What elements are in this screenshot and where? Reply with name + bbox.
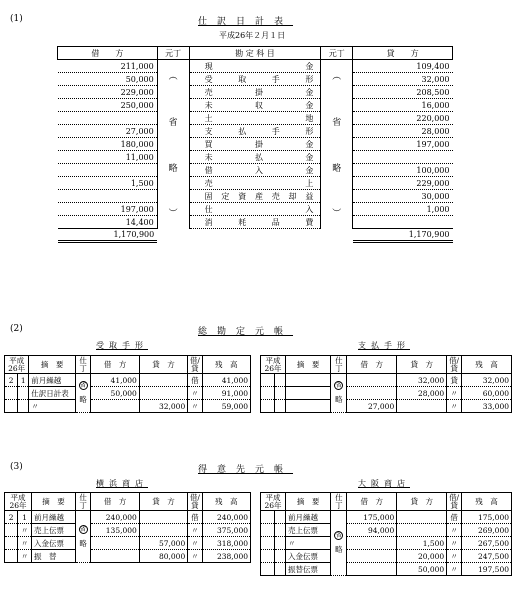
day bbox=[274, 550, 285, 563]
account-name: 支 払 手 形 bbox=[189, 125, 321, 138]
balance-header: 残 高 bbox=[202, 493, 250, 511]
dc-mark: 〃 bbox=[447, 387, 462, 400]
credit-amount: 32,000 bbox=[139, 400, 187, 413]
part2-left-title: 受取手形 bbox=[96, 341, 148, 350]
credit-amount: 197,000 bbox=[353, 138, 453, 151]
balance-amount: 197,500 bbox=[461, 563, 511, 576]
debit-header: 借 方 bbox=[347, 493, 397, 511]
balance-amount: 375,000 bbox=[202, 524, 250, 537]
journal-row bbox=[58, 125, 453, 138]
part3-right-title: 大阪商店 bbox=[358, 479, 410, 488]
date-header: 平成 26年 bbox=[5, 356, 29, 374]
account-name: 借 入 金 bbox=[189, 164, 321, 177]
ledger-row bbox=[261, 550, 512, 563]
credit-header: 貸 方 bbox=[139, 356, 187, 374]
account-name: 売 掛 金 bbox=[189, 86, 321, 99]
description: 前月繰越 bbox=[31, 511, 75, 524]
ref-header: 仕 丁 bbox=[75, 356, 90, 374]
dc-mark: 〃 bbox=[188, 387, 202, 400]
date-header: 平成 26年 bbox=[261, 356, 286, 374]
balance-amount: 60,000 bbox=[461, 387, 511, 400]
day: 1 bbox=[18, 374, 29, 387]
credit-amount: 80,000 bbox=[139, 550, 187, 563]
balance-amount: 240,000 bbox=[202, 511, 250, 524]
journal-row bbox=[58, 112, 453, 125]
debit-header: 借 方 bbox=[58, 47, 158, 60]
ledger-row bbox=[261, 374, 512, 387]
description: 前月繰越 bbox=[29, 374, 76, 387]
account-name: 受 取 手 形 bbox=[189, 73, 321, 86]
ledger-row bbox=[5, 374, 251, 387]
journal-row bbox=[58, 99, 453, 112]
day: 〃 bbox=[18, 537, 32, 550]
ref-header: 仕 丁 bbox=[75, 493, 90, 511]
description: 売上伝票 bbox=[285, 524, 330, 537]
month bbox=[5, 400, 18, 413]
day bbox=[274, 524, 285, 537]
dc-mark: 〃 bbox=[188, 537, 202, 550]
credit-amount: 229,000 bbox=[353, 177, 453, 190]
ledger-row bbox=[261, 400, 512, 413]
dc-mark: 〃 bbox=[447, 537, 462, 550]
dc-mark: 〃 bbox=[447, 563, 462, 576]
balance-amount: 32,000 bbox=[461, 374, 511, 387]
ledger-row bbox=[5, 511, 251, 524]
desc-header: 摘 要 bbox=[31, 493, 75, 511]
description: 入金伝票 bbox=[31, 537, 75, 550]
desc-header: 摘 要 bbox=[285, 356, 330, 374]
part2-right-title: 支払手形 bbox=[358, 341, 410, 350]
debit-amount: 27,000 bbox=[347, 400, 397, 413]
dc-mark: 借 bbox=[188, 374, 202, 387]
debit-amount: 135,000 bbox=[91, 524, 139, 537]
account-name: 買 掛 金 bbox=[189, 138, 321, 151]
month bbox=[261, 550, 275, 563]
day bbox=[274, 387, 285, 400]
day bbox=[274, 537, 285, 550]
month bbox=[5, 387, 18, 400]
ledger-yokohama bbox=[4, 492, 251, 563]
journal-row bbox=[58, 164, 453, 177]
journal-row bbox=[58, 60, 453, 73]
account-name: 固 定 資 産 売 却 益 bbox=[189, 190, 321, 203]
ref-omitted-mark: 省 略 bbox=[331, 511, 347, 576]
ledger-row bbox=[5, 524, 251, 537]
account-name: 未 収 金 bbox=[189, 99, 321, 112]
account-name: 消 耗 品 費 bbox=[189, 216, 321, 229]
part2-label: (2) bbox=[10, 324, 23, 334]
description bbox=[285, 374, 330, 387]
total-credit: 1,170,900 bbox=[353, 229, 453, 242]
debit-amount bbox=[58, 112, 158, 125]
debit-amount bbox=[91, 537, 139, 550]
debit-amount: 211,000 bbox=[58, 60, 158, 73]
ref-header: 仕 丁 bbox=[331, 356, 347, 374]
debit-amount bbox=[347, 387, 397, 400]
ledger-row bbox=[261, 537, 512, 550]
balance-header: 残 高 bbox=[202, 356, 250, 374]
month bbox=[261, 563, 275, 576]
dc-mark: 〃 bbox=[188, 400, 202, 413]
credit-amount: 50,000 bbox=[397, 563, 447, 576]
debit-header: 借 方 bbox=[91, 493, 139, 511]
balance-amount: 269,000 bbox=[461, 524, 511, 537]
description: 振替伝票 bbox=[285, 563, 330, 576]
credit-amount: 28,000 bbox=[397, 387, 447, 400]
day: 〃 bbox=[18, 550, 32, 563]
ref-header: 元丁 bbox=[157, 47, 189, 60]
dc-mark: 〃 bbox=[447, 550, 462, 563]
credit-amount: 32,000 bbox=[353, 73, 453, 86]
month bbox=[261, 387, 275, 400]
part2-title: 総勘定元帳 bbox=[198, 327, 294, 337]
debit-amount bbox=[347, 374, 397, 387]
journal-row bbox=[58, 73, 453, 86]
day bbox=[274, 400, 285, 413]
debit-amount: 240,000 bbox=[91, 511, 139, 524]
debit-amount bbox=[91, 550, 139, 563]
ref-omitted-mark: 省 略 bbox=[331, 374, 347, 413]
dc-mark: 借 bbox=[447, 511, 462, 524]
debit-amount: 11,000 bbox=[58, 151, 158, 164]
description: 〃 bbox=[29, 400, 76, 413]
part3-label: (3) bbox=[10, 462, 23, 472]
credit-amount bbox=[353, 216, 453, 229]
credit-amount bbox=[353, 151, 453, 164]
account-name: 現 金 bbox=[189, 60, 321, 73]
dc-mark: 〃 bbox=[447, 400, 462, 413]
account-name: 売 上 bbox=[189, 177, 321, 190]
balance-amount: 41,000 bbox=[202, 374, 250, 387]
credit-amount: 32,000 bbox=[397, 374, 447, 387]
day: 〃 bbox=[18, 524, 32, 537]
credit-amount: 100,000 bbox=[353, 164, 453, 177]
account-header: 勘 定 科 目 bbox=[189, 47, 321, 60]
credit-amount: 30,000 bbox=[353, 190, 453, 203]
dc-header: 借/貸 bbox=[188, 356, 202, 374]
desc-header: 摘 要 bbox=[285, 493, 330, 511]
ref-omitted-mark: ︵ 省 略 ︶ bbox=[157, 60, 189, 229]
credit-amount: 57,000 bbox=[139, 537, 187, 550]
balance-amount: 318,000 bbox=[202, 537, 250, 550]
month bbox=[5, 524, 18, 537]
debit-header: 借 方 bbox=[347, 356, 397, 374]
debit-amount bbox=[347, 537, 397, 550]
part1-label: (1) bbox=[10, 14, 23, 24]
credit-amount: 1,500 bbox=[397, 537, 447, 550]
month bbox=[261, 374, 275, 387]
ref-omitted-mark: 省 略 bbox=[75, 511, 90, 563]
debit-amount: 27,000 bbox=[58, 125, 158, 138]
credit-amount bbox=[139, 374, 187, 387]
ledger-row bbox=[261, 387, 512, 400]
journal-summary-table bbox=[57, 46, 453, 243]
total-debit: 1,170,900 bbox=[58, 229, 158, 242]
ledger-row bbox=[261, 524, 512, 537]
debit-amount: 50,000 bbox=[91, 387, 139, 400]
total-row bbox=[58, 229, 453, 242]
dc-header: 借/貸 bbox=[447, 356, 462, 374]
day bbox=[274, 374, 285, 387]
credit-amount: 208,500 bbox=[353, 86, 453, 99]
debit-amount bbox=[58, 164, 158, 177]
dc-mark: 貸 bbox=[447, 374, 462, 387]
desc-header: 摘 要 bbox=[29, 356, 76, 374]
debit-header: 借 方 bbox=[91, 356, 139, 374]
dc-mark: 〃 bbox=[447, 524, 462, 537]
debit-amount bbox=[91, 400, 139, 413]
debit-amount: 1,500 bbox=[58, 177, 158, 190]
debit-amount: 229,000 bbox=[58, 86, 158, 99]
journal-row bbox=[58, 177, 453, 190]
dc-mark: 〃 bbox=[188, 524, 202, 537]
debit-amount: 50,000 bbox=[58, 73, 158, 86]
day bbox=[274, 563, 285, 576]
account-name: 仕 入 bbox=[189, 203, 321, 216]
balance-amount: 247,500 bbox=[461, 550, 511, 563]
ledger-row bbox=[5, 537, 251, 550]
debit-amount: 197,000 bbox=[58, 203, 158, 216]
credit-amount: 16,000 bbox=[353, 99, 453, 112]
dc-mark: 借 bbox=[188, 511, 202, 524]
debit-amount: 175,000 bbox=[347, 511, 397, 524]
ledger-notes-payable bbox=[260, 355, 512, 413]
balance-amount: 175,000 bbox=[461, 511, 511, 524]
month bbox=[261, 400, 275, 413]
debit-amount bbox=[58, 190, 158, 203]
credit-header: 貸 方 bbox=[353, 47, 453, 60]
ledger-row bbox=[5, 387, 251, 400]
ref-omitted-mark: 省 略 bbox=[75, 374, 90, 413]
credit-header: 貸 方 bbox=[397, 356, 447, 374]
ledger-row bbox=[261, 563, 512, 576]
month bbox=[261, 511, 275, 524]
balance-header: 残 高 bbox=[461, 356, 511, 374]
ref-header: 仕 丁 bbox=[331, 493, 347, 511]
debit-amount bbox=[347, 550, 397, 563]
journal-row bbox=[58, 190, 453, 203]
credit-amount: 28,000 bbox=[353, 125, 453, 138]
journal-row bbox=[58, 203, 453, 216]
debit-amount: 41,000 bbox=[91, 374, 139, 387]
day bbox=[18, 387, 29, 400]
credit-amount: 20,000 bbox=[397, 550, 447, 563]
description: 振 替 bbox=[31, 550, 75, 563]
balance-amount: 91,000 bbox=[202, 387, 250, 400]
credit-amount: 220,000 bbox=[353, 112, 453, 125]
part1-date: 平成26年２月１日 bbox=[219, 31, 286, 40]
credit-amount bbox=[397, 511, 447, 524]
part3-left-title: 横浜商店 bbox=[96, 479, 148, 488]
credit-header: 貸 方 bbox=[397, 493, 447, 511]
credit-amount bbox=[139, 511, 187, 524]
credit-amount: 109,400 bbox=[353, 60, 453, 73]
description bbox=[285, 387, 330, 400]
journal-row bbox=[58, 86, 453, 99]
date-header: 平成 26年 bbox=[5, 493, 32, 511]
dc-header: 借/貸 bbox=[447, 493, 462, 511]
credit-header: 貸 方 bbox=[139, 493, 187, 511]
journal-row bbox=[58, 151, 453, 164]
part1-title: 仕訳日計表 bbox=[198, 17, 294, 27]
day bbox=[274, 511, 285, 524]
month bbox=[5, 537, 18, 550]
dc-mark: 〃 bbox=[188, 550, 202, 563]
ref-header-2: 元丁 bbox=[321, 47, 353, 60]
account-name: 土 地 bbox=[189, 112, 321, 125]
month: 2 bbox=[5, 374, 18, 387]
credit-amount bbox=[397, 400, 447, 413]
dc-header: 借/貸 bbox=[188, 493, 202, 511]
description bbox=[285, 400, 330, 413]
credit-amount bbox=[397, 524, 447, 537]
journal-row bbox=[58, 216, 453, 229]
description: 入金伝票 bbox=[285, 550, 330, 563]
credit-amount bbox=[139, 387, 187, 400]
debit-amount: 250,000 bbox=[58, 99, 158, 112]
day bbox=[18, 400, 29, 413]
month bbox=[261, 524, 275, 537]
account-name: 未 払 金 bbox=[189, 151, 321, 164]
description: 前月繰越 bbox=[285, 511, 330, 524]
debit-amount: 180,000 bbox=[58, 138, 158, 151]
credit-amount: 1,000 bbox=[353, 203, 453, 216]
ref-omitted-mark-2: ︵ 省 略 ︶ bbox=[321, 60, 353, 229]
debit-amount bbox=[347, 563, 397, 576]
ledger-notes-receivable bbox=[4, 355, 251, 413]
ledger-row bbox=[5, 400, 251, 413]
ledger-osaka bbox=[260, 492, 512, 576]
part3-title: 得意先元帳 bbox=[198, 465, 294, 475]
day: 1 bbox=[18, 511, 32, 524]
journal-row bbox=[58, 138, 453, 151]
balance-header: 残 高 bbox=[461, 493, 511, 511]
description: 仕訳日計表 bbox=[29, 387, 76, 400]
ledger-row bbox=[261, 511, 512, 524]
date-header: 平成 26年 bbox=[261, 493, 286, 511]
month: 2 bbox=[5, 511, 18, 524]
debit-amount: 14,400 bbox=[58, 216, 158, 229]
balance-amount: 238,000 bbox=[202, 550, 250, 563]
month bbox=[5, 550, 18, 563]
description: 〃 bbox=[285, 537, 330, 550]
month bbox=[261, 537, 275, 550]
balance-amount: 33,000 bbox=[461, 400, 511, 413]
balance-amount: 267,500 bbox=[461, 537, 511, 550]
credit-amount bbox=[139, 524, 187, 537]
description: 売上伝票 bbox=[31, 524, 75, 537]
balance-amount: 59,000 bbox=[202, 400, 250, 413]
debit-amount: 94,000 bbox=[347, 524, 397, 537]
ledger-row bbox=[5, 550, 251, 563]
